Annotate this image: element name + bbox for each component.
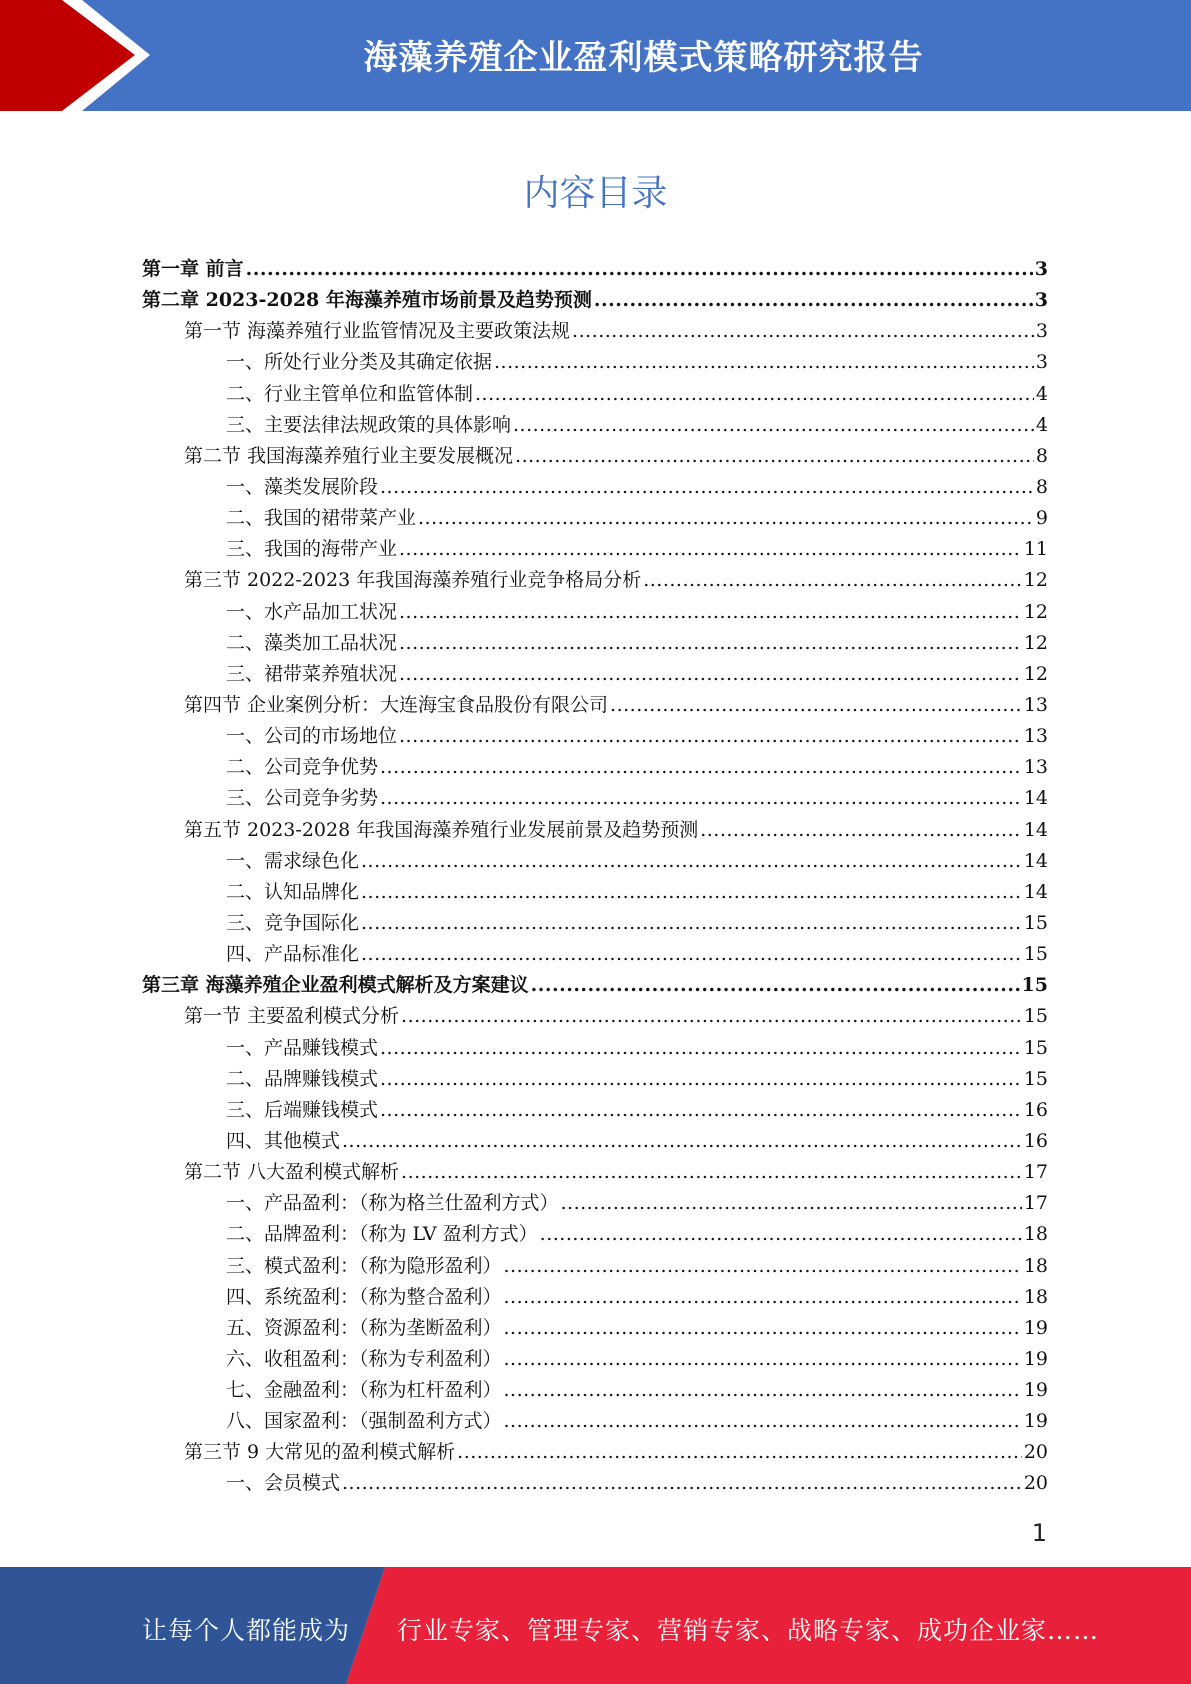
toc-entry[interactable] [142, 1095, 1048, 1126]
toc-entry-label: 二、品牌盈利：（称为 LV 盈利方式） [226, 1223, 538, 1246]
toc-entry[interactable] [142, 316, 1048, 347]
toc-dot-leader [504, 1379, 1022, 1401]
toc-entry[interactable] [142, 783, 1048, 814]
toc-dot-leader [531, 974, 1020, 996]
toc-entry-label: 六、收租盈利：（称为专利盈利） [226, 1347, 502, 1370]
toc-dot-leader [361, 943, 1022, 965]
toc-entry[interactable] [142, 1126, 1048, 1157]
toc-dot-leader [399, 663, 1022, 685]
toc-entry-label: 四、系统盈利：（称为整合盈利） [226, 1285, 502, 1308]
toc-dot-leader [399, 538, 1022, 560]
toc-entry-page: 15 [1023, 1005, 1048, 1028]
toc-dot-leader [572, 320, 1034, 342]
toc-entry-page: 19 [1023, 1347, 1048, 1370]
toc-dot-leader [504, 1348, 1022, 1370]
toc-entry[interactable] [142, 285, 1048, 316]
header-banner [0, 0, 1191, 111]
toc-entry[interactable] [142, 908, 1048, 939]
toc-entry-page: 13 [1023, 725, 1048, 748]
toc-entry-page: 13 [1023, 693, 1048, 716]
toc-entry-label: 第三节 2022-2023 年我国海藻养殖行业竞争格局分析 [184, 569, 642, 592]
toc-dot-leader [513, 414, 1034, 436]
toc-entry-label: 第一节 主要盈利模式分析 [184, 1005, 400, 1028]
toc-dot-leader [515, 445, 1034, 467]
toc-dot-leader [594, 289, 1033, 311]
toc-entry-label: 四、产品标准化 [226, 943, 360, 966]
toc-dot-leader [342, 1130, 1022, 1152]
toc-dot-leader [494, 351, 1034, 373]
toc-dot-leader [380, 476, 1034, 498]
toc-dot-leader [342, 1472, 1022, 1494]
toc-entry-page: 13 [1023, 756, 1048, 779]
toc-entry[interactable] [142, 721, 1048, 752]
toc-entry[interactable] [142, 1437, 1048, 1468]
toc-entry-label: 一、藻类发展阶段 [226, 475, 379, 498]
toc-entry-label: 第一节 海藻养殖行业监管情况及主要政策法规 [184, 320, 571, 343]
footer-banner [0, 1567, 1191, 1684]
toc-entry[interactable] [142, 472, 1048, 503]
toc-entry-label: 第三章 海藻养殖企业盈利模式解析及方案建议 [142, 974, 529, 997]
toc-entry-page: 12 [1023, 600, 1048, 623]
toc-entry-page: 19 [1023, 1316, 1048, 1339]
toc-dot-leader [401, 1161, 1022, 1183]
toc-dot-leader [380, 1099, 1022, 1121]
toc-dot-leader [504, 1255, 1022, 1277]
toc-entry-label: 三、公司竞争劣势 [226, 787, 379, 810]
toc-dot-leader [504, 1410, 1022, 1432]
toc-entry-page: 3 [1035, 351, 1048, 374]
toc-entry-label: 五、资源盈利：（称为垄断盈利） [226, 1316, 502, 1339]
toc-entry[interactable] [142, 1157, 1048, 1188]
toc-entry[interactable] [142, 970, 1048, 1001]
toc-entry[interactable] [142, 1251, 1048, 1282]
toc-dot-leader [380, 1037, 1022, 1059]
toc-entry[interactable] [142, 597, 1048, 628]
toc-dot-leader [246, 258, 1033, 280]
toc-entry[interactable] [142, 877, 1048, 908]
toc-entry-page: 14 [1023, 818, 1048, 841]
toc-entry-page: 18 [1023, 1254, 1048, 1277]
toc-entry[interactable] [142, 410, 1048, 441]
toc-entry-label: 二、行业主管单位和监管体制 [226, 382, 474, 405]
toc-entry-page: 15 [1023, 1067, 1048, 1090]
toc-dot-leader [700, 819, 1022, 841]
toc-dot-leader [380, 756, 1022, 778]
page-number: 1 [1031, 1519, 1047, 1547]
toc-entry-label: 一、会员模式 [226, 1472, 341, 1495]
toc-entry-page: 11 [1023, 538, 1048, 561]
toc-entry-page: 12 [1023, 569, 1048, 592]
toc-entry-label: 三、裙带菜养殖状况 [226, 662, 398, 685]
toc-entry-label: 第四节 企业案例分析：大连海宝食品股份有限公司 [184, 693, 609, 716]
toc-entry-label: 三、主要法律法规政策的具体影响 [226, 413, 512, 436]
toc-entry-page: 20 [1023, 1472, 1048, 1495]
table-of-contents [142, 254, 1048, 1500]
toc-dot-leader [418, 507, 1034, 529]
toc-entry[interactable] [142, 1313, 1048, 1344]
toc-entry-page: 15 [1023, 1036, 1048, 1059]
toc-heading: 内容目录 [523, 173, 668, 214]
toc-entry[interactable] [142, 379, 1048, 410]
toc-entry-page: 12 [1023, 631, 1048, 654]
toc-entry-label: 第二章 2023-2028 年海藻养殖市场前景及趋势预测 [142, 289, 592, 312]
toc-entry-label: 第三节 9 大常见的盈利模式解析 [184, 1441, 456, 1464]
toc-entry-label: 四、其他模式 [226, 1129, 341, 1152]
toc-entry-page: 3 [1034, 289, 1048, 312]
toc-entry-label: 二、品牌赚钱模式 [226, 1067, 379, 1090]
toc-entry-label: 第二节 我国海藻养殖行业主要发展概况 [184, 444, 514, 467]
toc-entry-page: 8 [1035, 475, 1048, 498]
toc-entry-label: 二、认知品牌化 [226, 880, 360, 903]
toc-entry-page: 18 [1023, 1223, 1048, 1246]
toc-entry[interactable] [142, 1282, 1048, 1313]
toc-entry-page: 4 [1035, 413, 1048, 436]
toc-dot-leader [361, 912, 1022, 934]
toc-entry-page: 9 [1035, 507, 1048, 530]
toc-dot-leader [643, 569, 1022, 591]
toc-entry[interactable] [142, 534, 1048, 565]
toc-dot-leader [380, 1068, 1022, 1090]
toc-entry-label: 一、所处行业分类及其确定依据 [226, 351, 493, 374]
document-title: 海藻养殖企业盈利模式策略研究报告 [363, 38, 924, 78]
toc-entry[interactable] [142, 347, 1048, 378]
toc-entry-page: 15 [1023, 943, 1048, 966]
toc-entry[interactable] [142, 1344, 1048, 1375]
toc-entry-page: 15 [1021, 974, 1048, 997]
toc-entry-label: 七、金融盈利：（称为杠杆盈利） [226, 1379, 502, 1402]
toc-dot-leader [540, 1223, 1022, 1245]
toc-entry[interactable] [142, 939, 1048, 970]
toc-entry-page: 14 [1023, 849, 1048, 872]
toc-dot-leader [361, 850, 1022, 872]
toc-dot-leader [504, 1286, 1022, 1308]
toc-entry[interactable] [142, 628, 1048, 659]
toc-entry[interactable] [142, 1406, 1048, 1437]
toc-entry-label: 一、水产品加工状况 [226, 600, 398, 623]
toc-dot-leader [457, 1441, 1022, 1463]
toc-dot-leader [504, 1317, 1022, 1339]
toc-entry-label: 一、产品盈利：（称为格兰仕盈利方式） [226, 1192, 559, 1215]
toc-entry-page: 16 [1023, 1098, 1048, 1121]
toc-entry-label: 三、我国的海带产业 [226, 538, 398, 561]
toc-dot-leader [399, 601, 1022, 623]
toc-entry[interactable] [142, 1188, 1048, 1219]
toc-entry-label: 三、模式盈利：（称为隐形盈利） [226, 1254, 502, 1277]
footer-slogan-left: 让每个人都能成为 [142, 1616, 351, 1645]
toc-entry[interactable] [142, 752, 1048, 783]
toc-entry-label: 第二节 八大盈利模式解析 [184, 1161, 400, 1184]
toc-entry[interactable] [142, 254, 1048, 285]
toc-entry-label: 三、竞争国际化 [226, 911, 360, 934]
footer-slogan-right: 行业专家、管理专家、营销专家、战略专家、成功企业家…… [397, 1616, 1100, 1645]
toc-entry[interactable] [142, 846, 1048, 877]
toc-entry-page: 17 [1023, 1161, 1048, 1184]
toc-entry-page: 12 [1023, 662, 1048, 685]
toc-entry-page: 8 [1035, 444, 1048, 467]
toc-dot-leader [475, 383, 1034, 405]
toc-entry[interactable] [142, 1001, 1048, 1032]
toc-entry[interactable] [142, 659, 1048, 690]
toc-entry-label: 二、我国的裙带菜产业 [226, 507, 417, 530]
toc-entry[interactable] [142, 1033, 1048, 1064]
toc-dot-leader [610, 694, 1022, 716]
toc-entry[interactable] [142, 503, 1048, 534]
toc-entry[interactable] [142, 815, 1048, 846]
toc-dot-leader [401, 1005, 1022, 1027]
toc-dot-leader [361, 881, 1022, 903]
toc-entry[interactable] [142, 690, 1048, 721]
toc-entry-label: 八、国家盈利：（强制盈利方式） [226, 1410, 502, 1433]
toc-entry[interactable] [142, 565, 1048, 596]
toc-entry[interactable] [142, 1468, 1048, 1499]
toc-entry-page: 18 [1023, 1285, 1048, 1308]
toc-dot-leader [380, 787, 1022, 809]
toc-dot-leader [399, 725, 1022, 747]
toc-entry-label: 一、公司的市场地位 [226, 725, 398, 748]
toc-entry[interactable] [142, 1064, 1048, 1095]
toc-entry-label: 第一章 前言 [142, 258, 244, 280]
toc-entry-page: 19 [1023, 1410, 1048, 1433]
toc-dot-leader [561, 1192, 1022, 1214]
toc-entry[interactable] [142, 1219, 1048, 1250]
toc-entry-page: 20 [1023, 1441, 1048, 1464]
toc-entry-label: 一、产品赚钱模式 [226, 1036, 379, 1059]
toc-entry-label: 二、公司竞争优势 [226, 756, 379, 779]
toc-entry-label: 三、后端赚钱模式 [226, 1098, 379, 1121]
toc-entry-page: 14 [1023, 880, 1048, 903]
toc-entry-page: 19 [1023, 1379, 1048, 1402]
toc-entry[interactable] [142, 1375, 1048, 1406]
toc-entry-label: 一、需求绿色化 [226, 849, 360, 872]
toc-entry-label: 第五节 2023-2028 年我国海藻养殖行业发展前景及趋势预测 [184, 818, 699, 841]
toc-entry-page: 17 [1023, 1192, 1048, 1215]
toc-entry-page: 4 [1035, 382, 1048, 405]
toc-entry-page: 16 [1023, 1129, 1048, 1152]
toc-entry-page: 14 [1023, 787, 1048, 810]
toc-dot-leader [399, 632, 1022, 654]
toc-entry[interactable] [142, 441, 1048, 472]
toc-entry-page: 3 [1034, 258, 1048, 280]
toc-entry-page: 15 [1023, 911, 1048, 934]
toc-entry-label: 二、藻类加工品状况 [226, 631, 398, 654]
toc-entry-page: 3 [1035, 320, 1048, 343]
